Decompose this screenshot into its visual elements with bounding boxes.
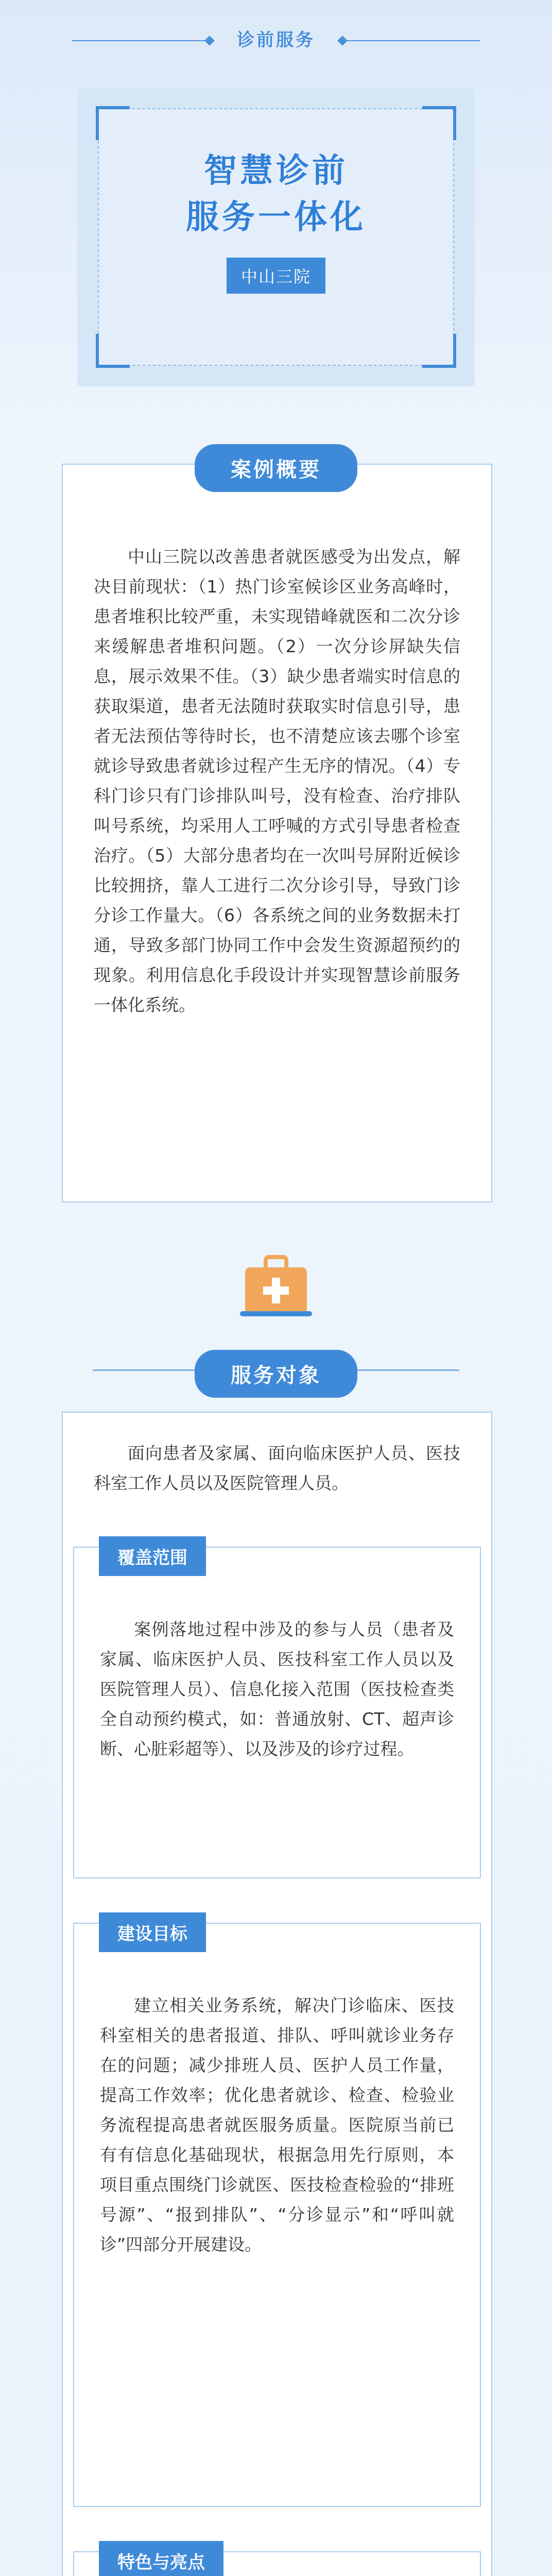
page-title-line2: 服务一体化 — [186, 198, 366, 236]
coverage-content — [100, 1615, 454, 1764]
goals-text: 建立相关业务系统，解决门诊临床、医技科室相关的患者报道、排队、呼叫就诊业务存在的问题；减少排班人员、医护人员工作量，提高工作效率；优化患者就诊、检查、检验业务流程提高患者就医服务质量。医院原当前已有有信息化基础现状，根据急用先行原则，本项目重点围绕门诊就医、医技检查检验的“排班号源”、“报到排队”、“分诊显示”和“呼叫就诊”四部分开展建设。 — [100, 1995, 454, 2255]
case-overview-paragraph: 中山三院以改善患者就医感受为出发点，解决目前现状：（1）热门诊室候诊区业务高峰时，患者堆积比较严重，未实现错峰就医和二次分诊来缓解患者堆积问题。（2）一次分诊屏缺失信息，展示效果不佳。（3）缺少患者端实时信息的获取渠道，患者无法随时获取实时信息引导，患者无法预估等待时长，也不清楚应该去哪个诊室就诊导致患者就诊过程产生无序的情况。（4）专科门诊只有门诊排队叫号，没有检查、治疗排队叫号系统，均采用人工呼喊的方式引导患者检查治疗。（5）大部分患者均在一次叫号屏附近候诊比较拥挤，靠人工进行二次分诊引导，导致门诊分诊工作量大。（6）各系统之间的业务数据未打通，导致多部门协同工作中会发生资源超预约的现象。利用信息化手段设计并实现智慧诊前服务一体化系统。 — [94, 547, 460, 1015]
case-overview-content — [94, 542, 460, 1020]
header-label: 诊前服务 — [237, 30, 315, 50]
hospital-badge: 中山三院 — [227, 258, 325, 294]
goals-content — [100, 1991, 454, 2260]
medical-kit-icon — [230, 1247, 322, 1324]
case-overview-box — [62, 464, 492, 1202]
features-label: 特色与亮点 — [99, 2541, 223, 2576]
divider-right — [341, 1369, 459, 1371]
goals-box — [73, 1923, 481, 2507]
header-divider-right — [346, 40, 480, 41]
page-title-line1: 智慧诊前 — [204, 152, 348, 190]
top-header — [0, 0, 552, 88]
service-target-heading: 服务对象 — [195, 1350, 357, 1398]
service-intro — [94, 1438, 460, 1498]
title-card — [77, 88, 475, 386]
corner-decoration — [422, 334, 456, 368]
coverage-text: 案例落地过程中涉及的参与人员（患者及家属、临床医护人员、医技科室工作人员以及医院管理人员）、信息化接入范围（医技检查类全自动预约模式，如：普通放射、CT、超声诊断、心脏彩超等）、以及涉及的诊疗过程。 — [100, 1619, 454, 1759]
service-target-box — [62, 1412, 492, 2576]
corner-decoration — [96, 106, 130, 140]
goals-label: 建设目标 — [99, 1912, 206, 1952]
divider-left — [93, 1369, 211, 1371]
coverage-box — [73, 1547, 481, 1878]
corner-decoration — [422, 106, 456, 140]
coverage-label: 覆盖范围 — [99, 1536, 206, 1576]
corner-decoration — [96, 334, 130, 368]
service-intro-text: 面向患者及家属、面向临床医护人员、医技科室工作人员以及医院管理人员。 — [94, 1443, 460, 1493]
case-overview-heading: 案例概要 — [195, 444, 357, 492]
